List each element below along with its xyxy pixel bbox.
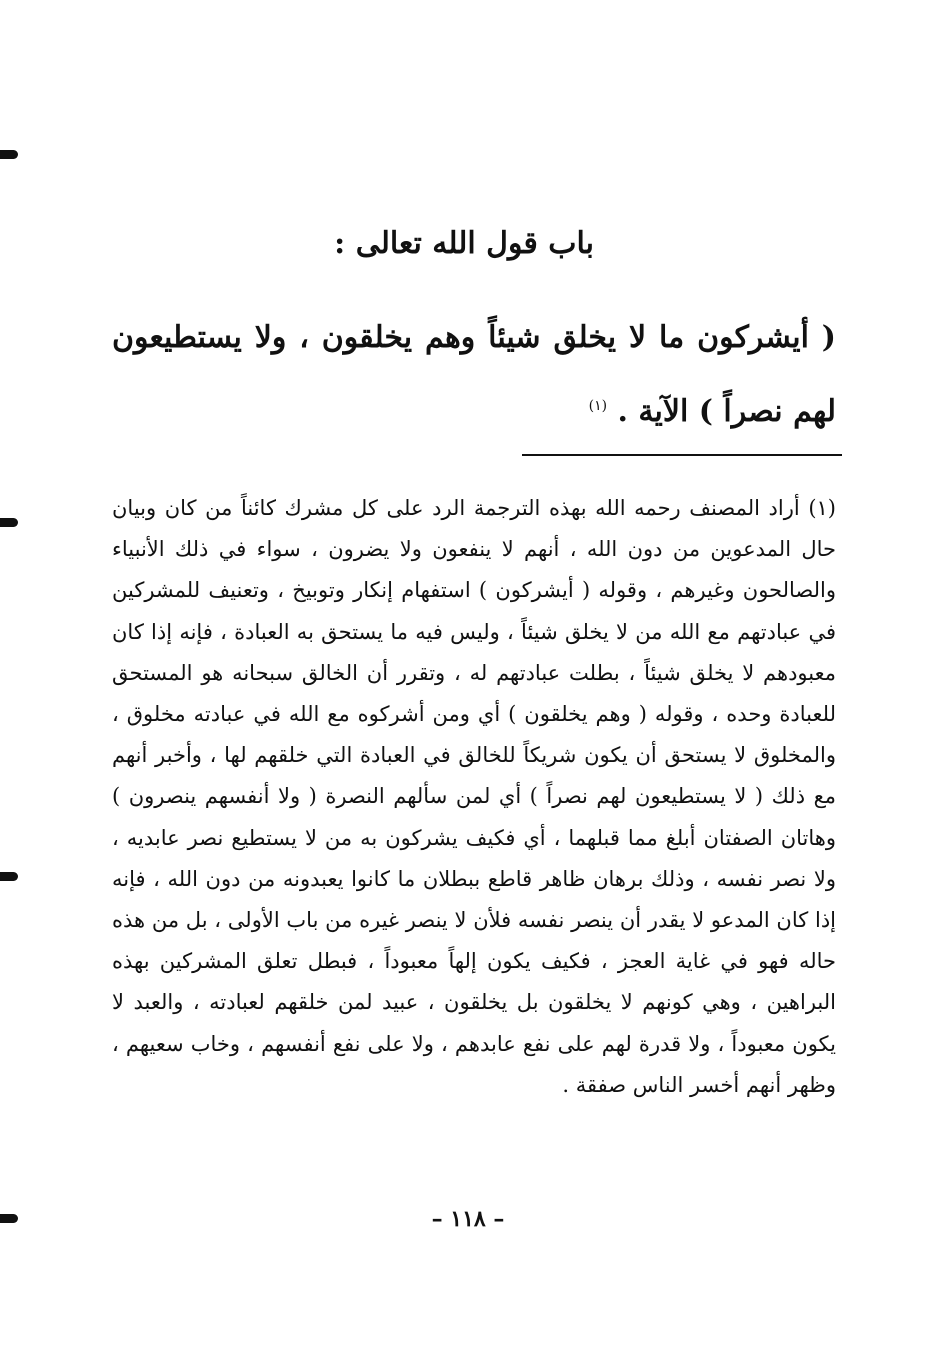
verse-text: ( أيشركون ما لا يخلق شيئاً وهم يخلقون ، ولا يستطيعون لهم نصراً ) الآية . <box>112 320 836 429</box>
margin-binding-mark <box>0 1214 18 1223</box>
footnote <box>112 488 836 1106</box>
footnote-text: أراد المصنف رحمه الله بهذه الترجمة الرد على كل مشرك كائناً من كان وبيان حال المدعوين من دون الله ، أنهم لا ينفعون ولا يضرون ، سواء في ذلك الأنبياء والصالحون وغيرهم ، وقوله ( أيشركون ) استفهام إنكار وتوبيخ ، وتعنيف للمشركين في عبادتهم مع الله من لا يخلق شيئاً ، وليس فيه ما يستحق به العبادة ، فإنه إذا كان معبودهم لا يخلق شيئاً ، بطلت عبادتهم له ، وتقرر أن الخالق سبحانه هو المستحق للعبادة وحده ، وقوله ( وهم يخلقون ) أي ومن أشركوه مع الله في عبادته مخلوق ، والمخلوق لا يستحق أن يكون شريكاً للخالق في العبادة التي خلقهم لها ، وأخبر أنهم مع ذلك ( لا يستطيعون لهم نصراً ) أي لمن سألهم النصرة ( ولا أنفسهم ينصرون ) وهاتان الصفتان أبلغ مما قبلهما ، أي فكيف يشركون به من لا يستطيع نصر عابديه ، ولا نصر نفسه ، وذلك برهان ظاهر قاطع ببطلان ما كانوا يعبدونه من دون الله ، فإنه إذا كان المدعو لا يقدر أن ينصر نفسه فلأن لا ينصر غيره من باب الأولى ، بل من هذه حاله فهو في غاية العجز ، فكيف يكون إلهاً معبوداً ، فبطل تعلق المشركين بهذه البراهين ، وهي كونهم لا يخلقون بل يخلقون ، عبيد لمن خلقهم لعبادته ، والعبد لا يكون معبوداً ، ولا قدرة لهم على نفع عابدهم ، ولا على نفع أنفسهم ، وخاب سعيهم ، وظهر أنهم أخسر الناس صفقة . <box>112 496 836 1097</box>
footnote-separator-rule <box>522 454 842 456</box>
verse-footnote-ref: (١) <box>588 398 608 414</box>
margin-binding-mark <box>0 872 18 881</box>
margin-binding-mark <box>0 150 18 159</box>
page-number: – ١١٨ – <box>431 1206 505 1232</box>
chapter-heading: باب قول الله تعالى : <box>334 226 594 261</box>
footnote-marker: (١) <box>808 496 836 520</box>
margin-binding-mark <box>0 518 18 527</box>
quranic-verse <box>112 304 836 446</box>
